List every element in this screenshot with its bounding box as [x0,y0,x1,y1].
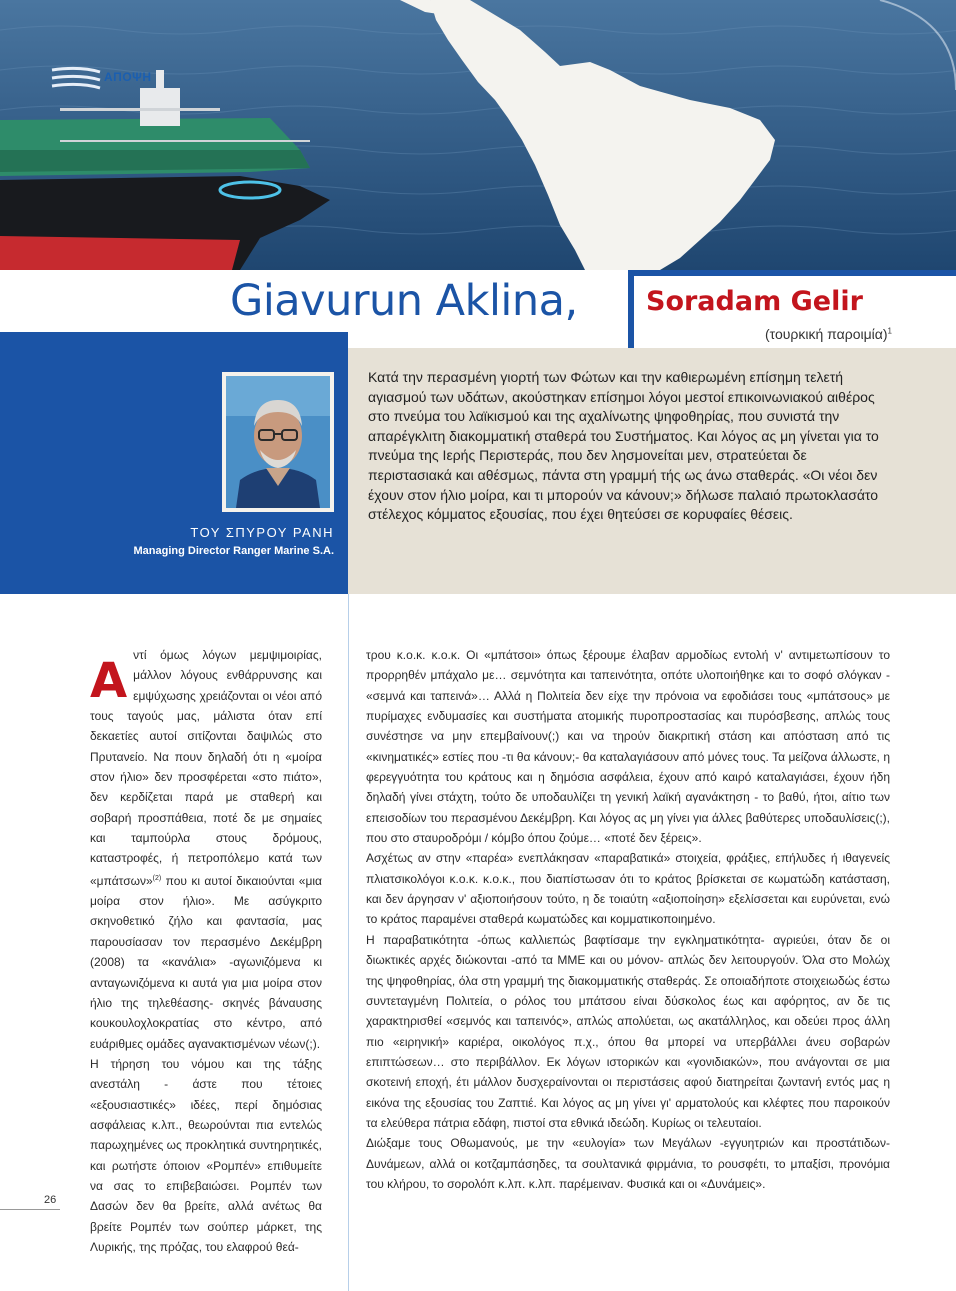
hero-image [0,0,956,270]
body-text: ντί όμως λόγων μεμψιμοιρίας, μάλλον λόγους ενθάρρυνσης και εμψύχωσης χρειάζονται οι νέοι από τους ταγούς μας, μάλιστα όταν επί δεκαετίες αυτοί σιτίζονται δαψιλώς στο Πρυτανείο. Να πουν δηλαδή ότι η «μοίρα στον ήλιο» δεν προσφέρεται «στο πιάτο», δεν κερδίζεται παρά με σταθερή και σοβαρή προσπάθεια, ποτέ δε με σημαίες και ταμπούρλα στους δρόμους, καταστροφές, ή πετροπόλεμο κατά των «μπάτσων» [90,648,322,888]
author-role: Managing Director Ranger Marine S.A. [133,545,334,557]
article-title: Giavurun Aklina, [230,276,578,326]
body-paragraph: Η τήρηση του νόμου και της τάξης ανεστάλη - άστε που τέτοιες «εξουσιαστικές» ιδέες, περί δημόσιας ασφάλειας κ.λπ., θεωρούνται πια εντελώς παρωχημένες ως προκλητικά συντηρητικές, και ρωτήστε όποιον «Ρομπέν» επιθυμείτε να σας το επιβεβαιώσει. Ρομπέν των Δασών δεν θα βρείτε, αλλά ανέτως θα βρείτε Ρομπέν των σούπερ μάρκετ, της Λυρικής, της πρόζας, του ελαφρού θεά- [90,1056,322,1254]
article-subtitle: Soradam Gelir [646,286,863,317]
body-column-right [366,645,890,1194]
body-paragraph: Ασχέτως αν στην «παρέα» ενεπλάκησαν «παραβατικά» στοιχεία, φράξιες, επήλυδες ή ιθαγενείς πλιατσικολόγοι κ.ο.κ. κ.ο.κ., που διαπίστωσαν ότι το κράτος βρίσκεται σε κωματώδη κατάσταση, και δεν άργησαν ν' αξιοποιήσουν τούτο, η δε τοιαύτη «αξιοποίηση» εξελίσσεται και ευρύνεται, ενώ το κράτος παραμένει σταθερά κωματώδες και κομματικοποιημένο. [366,851,890,927]
section-label: ΑΠΟΨΗ [104,70,152,84]
body-paragraph: Η παραβατικότητα -όπως καλλιεπώς βαφτίσαμε την εγκληματικότητα- αγριεύει, όταν δε οι διωκτικές αρχές διώκονται -από τα ΜΜΕ και ου μόνον- απλώς δεν λειτουργούν. Όλα στο Μολώχ της ψηφοθηρίας, όλα στη γραμμή της διακομματικής σταθεράς. Σε οποιαδήποτε στοιχειωδώς έστω συντεταγμένη Πολιτεία, ο ρόλος του μπάτσου είναι δύσκολος έως και αφόρητος, αν δε τις χαρακτηρισθεί «σεμνός και ταπεινός», απλώς απολύεται, ως ακατάλληλος, και οδεύει προς άλλη πιο «ειρηνική» καριέρα, οικολόγος π.χ., όπου θα μπορεί να υπερβάλλει άνευ σοβαρών επιπτώσεων… στο περιβάλλον. Εκ λόγων ιστορικών και «γονιδιακών», που ανάγονται σε μια σκοτεινή εποχή, έτι μάλλον δυσχεραίνονται οι περιστάσεις αφού διατηρείται ζωντανή εντός μας η εικόνα της εξουσίας του Ζαπτιέ. Και λόγος ας μη γίνει γι' αρματολούς και κλέφτες που παροικούν τα ελεύθερα πάτρια εδάφη, πιστοί στα εθνικά ιδεώδη. Κυρίως οι τελευταίοι. [366,932,890,1130]
page-number: 26 [44,1194,57,1206]
body-paragraph: Διώξαμε τους Οθωμανούς, με την «ευλογία» των Μεγάλων -εγγυητριών και προστάτιδων- Δυνάμεων, αλλά οι κοτζαμπάσηδες, τα σουλτανικά φιρμάνια, το ρουσφέτι, το μπαξίσι, προνόμια του κλήρου, το σορολόπ κ.λπ. κ.λπ. παρέμειναν. Φυσικά και οι «Δυνάμεις». [366,1136,890,1191]
author-photo-frame [222,372,334,512]
body-paragraph: τρου κ.ο.κ. κ.ο.κ. Οι «μπάτσοι» όπως ξέρουμε έλαβαν αρμοδίως εντολή ν' αντιμετωπίσουν το προρρηθέν μπάχαλο με… σεμνότητα και ταπεινότητα, οπότε υλοποιήθηκε και το σοφό σλόγκαν - «σεμνά και ταπεινά»… Αλλά η Πολιτεία δεν είχε την πρόνοια να εφοδιάσει τους «μπάτσους» με πυρίμαχες ενδυμασίες και συστήματα ατομικής πυροπροστασίας και πυρόσβεσης, απλώς τους συνέστησε να μην επεμβαίνουν(;) και να τηρούν διακριτική στάση και απόσταση από τις «κινηματικές» εστίες που -τι θα κάνουν;- θα καταλαγιάσουν από μόνες τους. Τα μείζονα άλλωστε, η φερεγγυότητα του κράτους και η δημόσια ασφάλεια, έχουν από καιρό καταλαγιάσει, έχουν ήδη δηλαδή γίνει στάχτη, τούτο δε υποδαυλίζει τη γενική λαϊκή αγανάκτηση - το βαθύ, ήτοι, αίτιο των επεισοδίων του περασμένου Δεκέμβρη. Και λόγος ας μη γίνει για άλλες βαθύτερες υποδαυλίσεις(;), που στο σταυροδρόμι / κόμβο όπου ζούμε… «ποτέ δεν ξέρεις». [366,648,890,846]
footnote-ref: (2) [152,874,162,882]
column-divider [348,594,349,1291]
title-note-ref: 1 [887,326,892,336]
author-name: ΤΟΥ ΣΠΥΡΟΥ ΡΑΝΗ [190,525,334,540]
author-photo [226,376,330,508]
body-paragraph [90,645,322,1054]
body-text: που κι αυτοί δικαιούνται «μια μοίρα στον ήλιο». Με ασύγκριτο σκηνοθετικό ζήλο και φαντασία, μας παρουσίασαν τον περασμένο Δεκέμβρη (2008) τα «κανάλια» -αγωνιζόμενα κι ανταγωνιζόμενα κι αυτά για μια μοίρα στον ήλιο της τηλεθέασης- σκηνές βάναυσης κουκουλοχλοκρατίας στο κέντρο, από ευάριθμες ομάδες αγανακτισμένων νέων(;). [90,873,322,1051]
title-note-text: (τουρκική παροιμία) [765,326,888,342]
intro-paragraph: Κατά την περασμένη γιορτή των Φώτων και την καθιερωμένη επίσημη τελετή αγιασμού των υδάτων, ακούστηκαν επίσημοι λόγοι μεστοί επικοινωνιακού αιθέρος στο πνεύμα του λαϊκισμού και της αχαλίνωτης ψηφοθηρίας, που συνιστά την απαρέγκλιτη διακομματική σταθερά του Συστήματος. Και λόγος ας μη γίνεται για το πνεύμα της Ιερής Περιστεράς, που δεν λησμονείται μεν, στρατεύεται δε περιστασιακά και αθέσμως, πάντα στη γραμμή τής ως άνω σταθεράς. «Οι νέοι δεν έχουν στον ήλιο μοίρα, και τι μπορούν να κάνουν;» δήλωσε παλαιό πρωτοκλασάτο στέλεχος κόμματος εξουσίας, που έχει θητεύσει σε κορυφαίες θέσεις. [368,369,879,523]
author-portrait [226,376,330,508]
drop-cap: Α [90,653,128,709]
hero-illustration [0,0,956,270]
body-column-left [90,645,322,1257]
title-note [765,326,892,342]
page-number-rule [0,1209,60,1210]
